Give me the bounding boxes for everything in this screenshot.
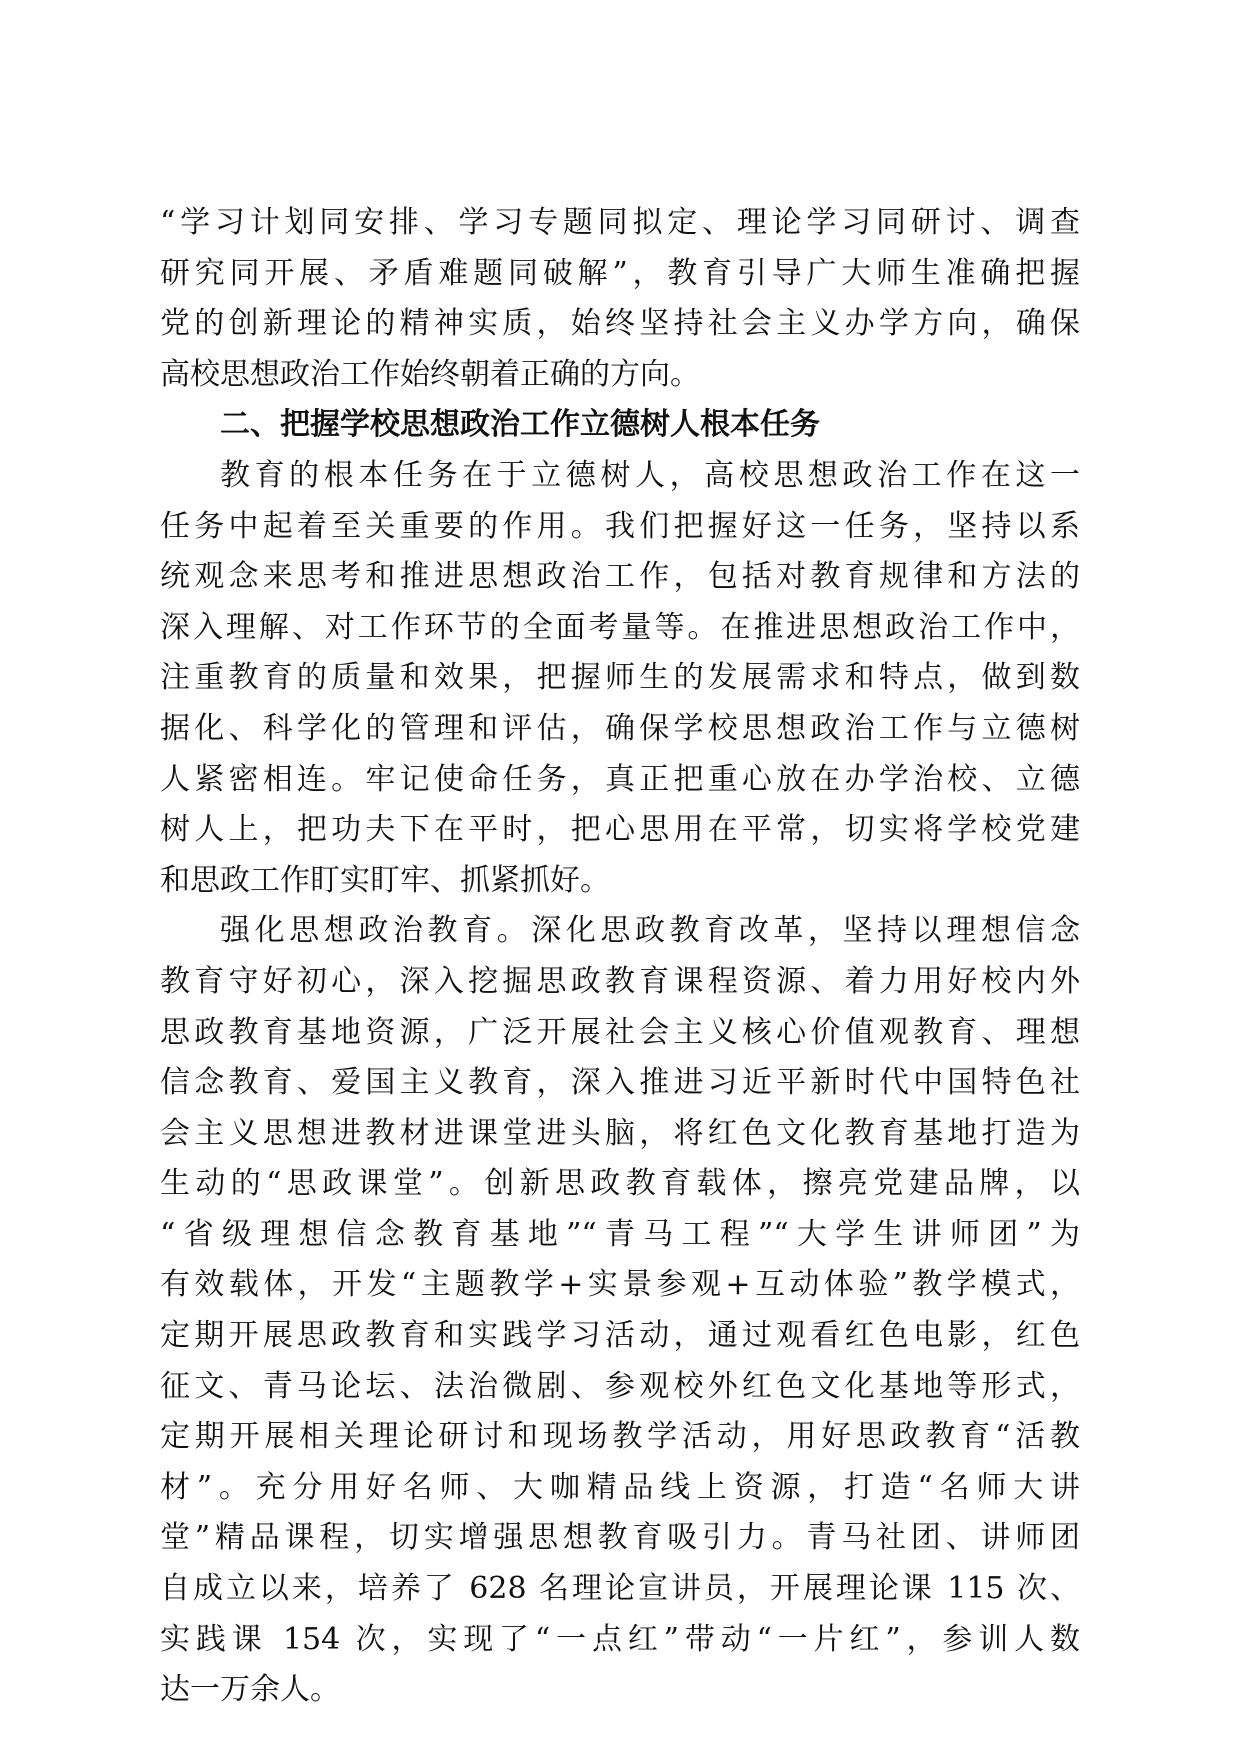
paragraph-line: 和思政工作盯实盯牢、抓紧抓好。 [160,862,610,898]
paragraph-line: 任务中起着至关重要的作用。我们把握好这一任务，坚持以系 [160,508,1080,544]
paragraph-line: 定期开展思政教育和实践学习活动，通过观看红色电影，红色 [160,1318,1080,1354]
paragraph-2 [160,451,1080,906]
paragraph-3 [160,906,1080,1716]
paragraph-1 [160,198,1080,400]
paragraph-line: 自成立以来，培养了 628 名理论宣讲员，开展理论课 115 次、 [160,1571,1080,1607]
paragraph-line: “学习计划同安排、学习专题同拟定、理论学习同研讨、调查 [160,205,1080,240]
paragraph-line: 教育的根本任务在于立德树人，高校思想政治工作在这一 [220,457,1080,493]
paragraph-line: “省级理想信念教育基地”“青马工程”“大学生讲师团”为 [160,1216,1080,1252]
paragraph-line: 堂”精品课程，切实增强思想教育吸引力。青马社团、讲师团 [160,1520,1080,1556]
paragraph-line: 征文、青马论坛、法治微剧、参观校外红色文化基地等形式， [160,1368,1080,1404]
paragraph-line: 人紧密相连。牢记使命任务，真正把重心放在办学治校、立德 [160,761,1080,797]
paragraph-line: 生动的“思政课堂”。创新思政教育载体，擦亮党建品牌，以 [160,1166,1080,1202]
paragraph-line: 高校思想政治工作始终朝着正确的方向。 [160,356,700,392]
paragraph-line: 达一万余人。 [160,1672,340,1708]
paragraph-line: 实践课 154 次，实现了“一点红”带动“一片红”，参训人数 [160,1621,1080,1657]
paragraph-line: 思政教育基地资源，广泛开展社会主义核心价值观教育、理想 [160,1014,1080,1050]
paragraph-line: 强化思想政治教育。深化思政教育改革，坚持以理想信念 [220,913,1080,949]
paragraph-line: 有效载体，开发“主题教学+实景参观+互动体验”教学模式， [160,1267,1080,1303]
paragraph-line: 研究同开展、矛盾难题同破解”，教育引导广大师生准确把握 [160,255,1080,291]
document-body [160,198,1080,1716]
paragraph-line: 统观念来思考和推进思想政治工作，包括对教育规律和方法的 [160,559,1080,595]
paragraph-line: 教育守好初心，深入挖掘思政教育课程资源、着力用好校内外 [160,963,1080,999]
paragraph-line: 材”。充分用好名师、大咖精品线上资源，打造“名师大讲 [160,1469,1080,1505]
paragraph-line: 深入理解、对工作环节的全面考量等。在推进思想政治工作中， [160,609,1080,645]
section-heading: 二、把握学校思想政治工作立德树人根本任务 [220,407,820,443]
paragraph-line: 注重教育的质量和效果，把握师生的发展需求和特点，做到数 [160,660,1080,696]
paragraph-line: 会主义思想进教材进课堂进头脑，将红色文化教育基地打造为 [160,1115,1080,1151]
paragraph-line: 党的创新理论的精神实质，始终坚持社会主义办学方向，确保 [160,306,1080,342]
paragraph-line: 据化、科学化的管理和评估，确保学校思想政治工作与立德树 [160,710,1080,746]
paragraph-line: 定期开展相关理论研讨和现场教学活动，用好思政教育“活教 [160,1419,1080,1455]
paragraph-line: 树人上，把功夫下在平时，把心思用在平常，切实将学校党建 [160,812,1080,848]
paragraph-line: 信念教育、爱国主义教育，深入推进习近平新时代中国特色社 [160,1065,1080,1101]
